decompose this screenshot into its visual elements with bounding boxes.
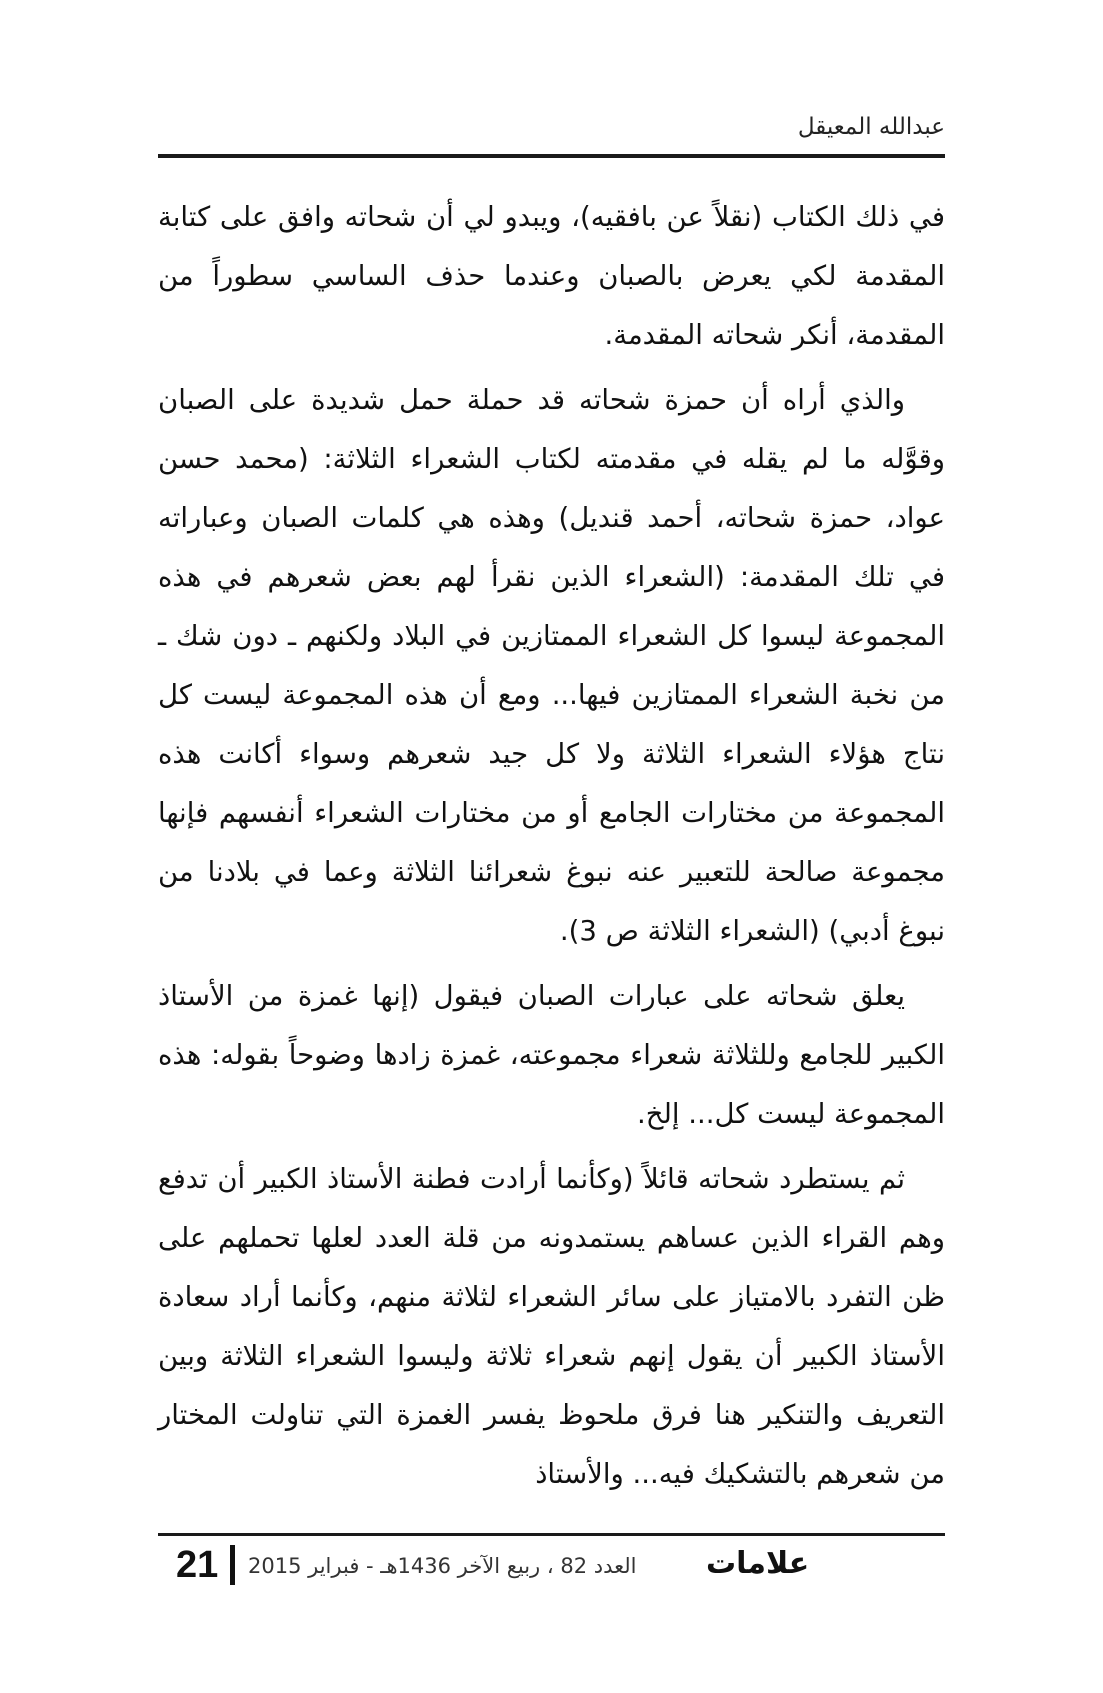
article-body <box>158 188 945 1510</box>
paragraph: يعلق شحاته على عبارات الصبان فيقول (إنها غمزة من الأستاذ الكبير للجامع وللثلاثة شعراء مجموعته، غمزة زادها وضوحاً بقوله: هذه المجموعة ليست كل... إلخ. <box>158 980 945 1130</box>
footer-divider-bar <box>230 1545 235 1585</box>
paragraph: والذي أراه أن حمزة شحاته قد حملة حمل شديدة على الصبان وقوَّله ما لم يقله في مقدمته لكتاب الشعراء الثلاثة: (محمد حسن عواد، حمزة شحاته، أحمد قنديل) وهذه هي كلمات الصبان وعباراته في تلك المقدمة: (الشعراء الذين نقرأ لهم بعض شعرهم في هذه المجموعة ليسوا كل الشعراء الممتازين في البلاد ولكنهم ـ دون شك ـ من نخبة الشعراء الممتازين فيها... ومع أن هذه المجموعة ليست كل نتاج هؤلاء الشعراء الثلاثة ولا كل جيد شعرهم وسواء أكانت هذه المجموعة من مختارات الجامع أو من مختارات الشعراء أنفسهم فإنها مجموعة صالحة للتعبير عنه نبوغ شعرائنا الثلاثة وعما في بلادنا من نبوغ أدبي) (الشعراء الثلاثة ص 3). <box>158 384 945 947</box>
running-head-author: عبدالله المعيقل <box>797 114 945 140</box>
paragraph: ثم يستطرد شحاته قائلاً (وكأنما أرادت فطنة الأستاذ الكبير أن تدفع وهم القراء الذين عساهم يستمدونه من قلة العدد لعلها تحملهم على ظن التفرد بالامتياز على سائر الشعراء لثلاثة منهم، وكأنما أراد سعادة الأستاذ الكبير أن يقول إنهم شعراء ثلاثة وليسوا الشعراء الثلاثة وبين التعريف والتنكير هنا فرق ملحوظ يفسر الغمزة التي تناولت المختار من شعرهم بالتشكيك فيه... والأستاذ <box>158 1163 945 1490</box>
issue-info: العدد 82 ، ربيع الآخر 1436هـ - فبراير 2015 <box>248 1554 637 1578</box>
footer-rule <box>158 1533 945 1536</box>
header-rule <box>158 154 945 158</box>
page-footer <box>158 1541 945 1591</box>
paragraph: في ذلك الكتاب (نقلاً عن بافقيه)، ويبدو لي أن شحاته وافق على كتابة المقدمة لكي يعرض بالصبان وعندما حذف الساسي سطوراً من المقدمة، أنكر شحاته المقدمة. <box>158 201 945 351</box>
journal-logo: علامات <box>706 1546 810 1581</box>
page-number: 21 <box>176 1544 219 1586</box>
